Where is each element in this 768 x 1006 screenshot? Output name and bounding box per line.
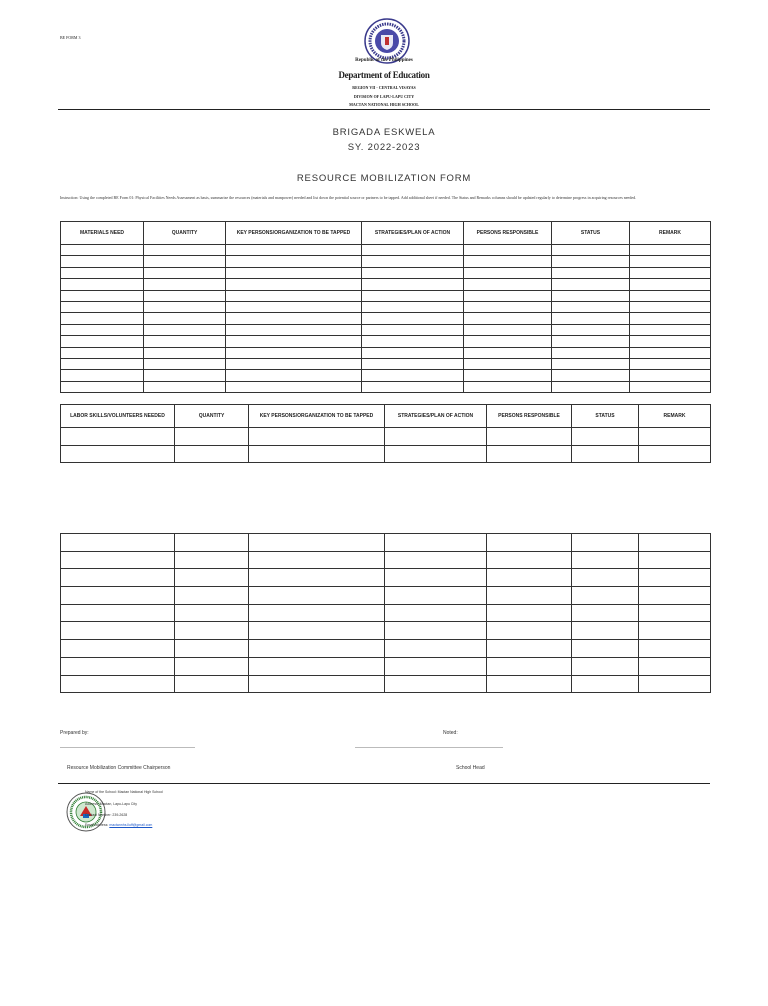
table-cell[interactable] xyxy=(385,657,487,675)
materials-row xyxy=(61,381,711,392)
table-cell[interactable] xyxy=(175,534,249,552)
table-cell[interactable] xyxy=(61,290,144,301)
table-cell[interactable] xyxy=(249,675,385,693)
table-cell[interactable] xyxy=(639,587,711,605)
table-cell[interactable] xyxy=(572,587,639,605)
table-cell[interactable] xyxy=(362,290,464,301)
table-cell[interactable] xyxy=(249,640,385,658)
materials-row xyxy=(61,301,711,312)
table-cell[interactable] xyxy=(175,640,249,658)
table-cell[interactable] xyxy=(362,267,464,278)
col-header-status: STATUS xyxy=(552,222,630,245)
table-cell[interactable] xyxy=(552,347,630,358)
table-cell[interactable] xyxy=(61,279,144,290)
table-cell[interactable] xyxy=(630,381,711,392)
extra-row xyxy=(61,604,711,622)
col-header-strategies: STRATEGIES/PLAN OF ACTION xyxy=(385,405,487,428)
table-cell[interactable] xyxy=(175,675,249,693)
table-cell[interactable] xyxy=(630,279,711,290)
table-cell[interactable] xyxy=(226,324,362,335)
table-cell[interactable] xyxy=(639,428,711,446)
school-text: MACTAN NATIONAL HIGH SCHOOL xyxy=(349,102,419,107)
table-cell[interactable] xyxy=(639,534,711,552)
table-cell[interactable] xyxy=(385,428,487,446)
table-cell[interactable] xyxy=(572,445,639,463)
table-cell[interactable] xyxy=(144,324,226,335)
table-cell[interactable] xyxy=(249,551,385,569)
table-cell[interactable] xyxy=(464,381,552,392)
footer-email-label: Email Address: xyxy=(85,823,109,827)
program-title: BRIGADA ESKWELA xyxy=(332,127,436,138)
table-cell[interactable] xyxy=(552,245,630,256)
extra-row xyxy=(61,622,711,640)
table-cell[interactable] xyxy=(144,256,226,267)
table-cell[interactable] xyxy=(362,347,464,358)
table-cell[interactable] xyxy=(226,313,362,324)
table-cell[interactable] xyxy=(639,569,711,587)
table-cell[interactable] xyxy=(362,381,464,392)
table-cell[interactable] xyxy=(385,569,487,587)
table-cell[interactable] xyxy=(61,569,175,587)
footer-divider xyxy=(58,783,710,784)
table-cell[interactable] xyxy=(639,551,711,569)
labor-table xyxy=(60,404,711,463)
table-cell[interactable] xyxy=(464,245,552,256)
table-cell[interactable] xyxy=(572,640,639,658)
table-cell[interactable] xyxy=(249,587,385,605)
table-cell[interactable] xyxy=(61,245,144,256)
materials-row xyxy=(61,267,711,278)
table-cell[interactable] xyxy=(552,256,630,267)
table-cell[interactable] xyxy=(144,381,226,392)
table-cell[interactable] xyxy=(385,604,487,622)
table-cell[interactable] xyxy=(61,551,175,569)
prepared-by-label: Prepared by: xyxy=(60,730,89,736)
table-cell[interactable] xyxy=(487,445,572,463)
table-cell[interactable] xyxy=(61,370,144,381)
table-cell[interactable] xyxy=(552,336,630,347)
table-cell[interactable] xyxy=(362,358,464,369)
table-cell[interactable] xyxy=(175,569,249,587)
col-header-quantity: QUANTITY xyxy=(175,405,249,428)
table-cell[interactable] xyxy=(362,256,464,267)
table-cell[interactable] xyxy=(385,622,487,640)
table-cell[interactable] xyxy=(61,336,144,347)
table-cell[interactable] xyxy=(552,324,630,335)
table-cell[interactable] xyxy=(464,290,552,301)
table-cell[interactable] xyxy=(639,657,711,675)
table-cell[interactable] xyxy=(362,301,464,312)
table-cell[interactable] xyxy=(226,381,362,392)
footer-contact: Contact Number: 239-2628 xyxy=(85,813,128,817)
table-cell[interactable] xyxy=(226,370,362,381)
extra-row xyxy=(61,640,711,658)
table-cell[interactable] xyxy=(226,245,362,256)
region-text: REGION VII - CENTRAL VISAYAS xyxy=(352,85,416,90)
table-cell[interactable] xyxy=(487,604,572,622)
table-cell[interactable] xyxy=(630,347,711,358)
table-cell[interactable] xyxy=(464,313,552,324)
table-cell[interactable] xyxy=(226,279,362,290)
table-cell[interactable] xyxy=(385,675,487,693)
table-cell[interactable] xyxy=(630,370,711,381)
table-cell[interactable] xyxy=(362,279,464,290)
table-cell[interactable] xyxy=(175,657,249,675)
table-cell[interactable] xyxy=(226,301,362,312)
header-divider xyxy=(58,109,710,110)
table-cell[interactable] xyxy=(144,313,226,324)
table-cell[interactable] xyxy=(144,347,226,358)
table-cell[interactable] xyxy=(630,358,711,369)
table-cell[interactable] xyxy=(630,301,711,312)
table-cell[interactable] xyxy=(639,622,711,640)
noted-label: Noted: xyxy=(443,730,458,736)
school-year: SY. 2022-2023 xyxy=(347,142,421,153)
table-cell[interactable] xyxy=(487,657,572,675)
table-cell[interactable] xyxy=(362,370,464,381)
footer-email-row xyxy=(85,823,152,827)
table-cell[interactable] xyxy=(464,358,552,369)
materials-row xyxy=(61,358,711,369)
table-cell[interactable] xyxy=(249,657,385,675)
materials-row xyxy=(61,347,711,358)
table-cell[interactable] xyxy=(61,587,175,605)
table-cell[interactable] xyxy=(226,290,362,301)
table-cell[interactable] xyxy=(144,301,226,312)
table-cell[interactable] xyxy=(630,267,711,278)
extra-row xyxy=(61,587,711,605)
table-cell[interactable] xyxy=(249,569,385,587)
republic-text: Republic of the Philippines xyxy=(355,58,413,63)
materials-row xyxy=(61,290,711,301)
table-cell[interactable] xyxy=(61,301,144,312)
table-cell[interactable] xyxy=(61,313,144,324)
table-cell[interactable] xyxy=(630,256,711,267)
table-cell[interactable] xyxy=(61,445,175,463)
table-cell[interactable] xyxy=(487,675,572,693)
table-cell[interactable] xyxy=(552,279,630,290)
table-cell[interactable] xyxy=(61,604,175,622)
extra-row xyxy=(61,534,711,552)
table-cell[interactable] xyxy=(464,256,552,267)
table-cell[interactable] xyxy=(385,534,487,552)
table-cell[interactable] xyxy=(61,324,144,335)
table-cell[interactable] xyxy=(464,370,552,381)
table-cell[interactable] xyxy=(362,313,464,324)
table-cell[interactable] xyxy=(175,604,249,622)
materials-row xyxy=(61,245,711,256)
table-cell[interactable] xyxy=(630,290,711,301)
table-cell[interactable] xyxy=(639,675,711,693)
table-cell[interactable] xyxy=(144,336,226,347)
table-cell[interactable] xyxy=(249,604,385,622)
table-cell[interactable] xyxy=(144,279,226,290)
table-cell[interactable] xyxy=(144,245,226,256)
table-cell[interactable] xyxy=(552,381,630,392)
table-cell[interactable] xyxy=(61,534,175,552)
col-header-remark: REMARK xyxy=(630,222,711,245)
table-cell[interactable] xyxy=(249,622,385,640)
extra-row xyxy=(61,551,711,569)
table-cell[interactable] xyxy=(385,587,487,605)
table-cell[interactable] xyxy=(487,551,572,569)
department-title: Department of Education xyxy=(338,70,430,80)
table-cell[interactable] xyxy=(630,324,711,335)
table-cell[interactable] xyxy=(61,267,144,278)
table-cell[interactable] xyxy=(175,428,249,446)
table-cell[interactable] xyxy=(61,428,175,446)
table-cell[interactable] xyxy=(61,256,144,267)
table-cell[interactable] xyxy=(61,657,175,675)
instruction-text: Instruction: Using the completed BE Form 01: Physical Facilities Needs Assessment as basis, summarize the resources (materials and manpower) needed and list down the potential source or partners to be tapped. Add additional sheet if needed. The Status and Remarks columns should be updated regularly to determine progress in acquiring resources needed. xyxy=(60,195,637,200)
table-cell[interactable] xyxy=(175,622,249,640)
table-cell[interactable] xyxy=(487,640,572,658)
noted-role: School Head xyxy=(456,765,485,771)
prepared-by-signature-line xyxy=(60,747,195,748)
table-cell[interactable] xyxy=(639,604,711,622)
materials-row xyxy=(61,256,711,267)
table-cell[interactable] xyxy=(572,675,639,693)
table-cell[interactable] xyxy=(487,587,572,605)
col-header-persons-responsible: PERSONS RESPONSIBLE xyxy=(487,405,572,428)
table-cell[interactable] xyxy=(630,313,711,324)
table-cell[interactable] xyxy=(61,347,144,358)
form-code: BE FORM 3 xyxy=(60,35,81,40)
table-cell[interactable] xyxy=(61,675,175,693)
materials-row xyxy=(61,324,711,335)
materials-row xyxy=(61,279,711,290)
table-cell[interactable] xyxy=(464,301,552,312)
table-cell[interactable] xyxy=(61,622,175,640)
table-cell[interactable] xyxy=(61,358,144,369)
table-cell[interactable] xyxy=(175,445,249,463)
table-cell[interactable] xyxy=(552,370,630,381)
table-cell[interactable] xyxy=(362,324,464,335)
table-cell[interactable] xyxy=(572,551,639,569)
table-cell[interactable] xyxy=(572,428,639,446)
division-text: DIVISION OF LAPU-LAPU CITY xyxy=(353,94,415,99)
table-cell[interactable] xyxy=(144,290,226,301)
col-header-persons-responsible: PERSONS RESPONSIBLE xyxy=(464,222,552,245)
table-cell[interactable] xyxy=(552,358,630,369)
table-cell[interactable] xyxy=(572,534,639,552)
labor-row xyxy=(61,428,711,446)
col-header-strategies: STRATEGIES/PLAN OF ACTION xyxy=(362,222,464,245)
table-cell[interactable] xyxy=(385,445,487,463)
table-cell[interactable] xyxy=(572,569,639,587)
table-cell[interactable] xyxy=(249,445,385,463)
table-cell[interactable] xyxy=(464,336,552,347)
col-header-remark: REMARK xyxy=(639,405,711,428)
table-cell[interactable] xyxy=(226,336,362,347)
table-cell[interactable] xyxy=(144,358,226,369)
form-title: RESOURCE MOBILIZATION FORM xyxy=(296,173,472,184)
table-cell[interactable] xyxy=(61,381,144,392)
footer-address: Address: Mactan, Lapu-Lapu City xyxy=(85,802,137,806)
table-cell[interactable] xyxy=(572,622,639,640)
materials-table xyxy=(60,221,711,393)
table-cell[interactable] xyxy=(144,370,226,381)
table-cell[interactable] xyxy=(487,622,572,640)
table-cell[interactable] xyxy=(226,267,362,278)
footer-school-name: Name of the School: Mactan National High School xyxy=(85,790,163,794)
extra-table xyxy=(60,533,711,693)
table-cell[interactable] xyxy=(362,336,464,347)
table-cell[interactable] xyxy=(226,358,362,369)
extra-row xyxy=(61,675,711,693)
table-cell[interactable] xyxy=(487,534,572,552)
col-header-key-persons: KEY PERSONS/ORGANIZATION TO BE TAPPED xyxy=(226,222,362,245)
table-cell[interactable] xyxy=(385,640,487,658)
table-cell[interactable] xyxy=(572,657,639,675)
table-cell[interactable] xyxy=(572,604,639,622)
materials-row xyxy=(61,336,711,347)
table-cell[interactable] xyxy=(61,640,175,658)
table-cell[interactable] xyxy=(226,256,362,267)
table-cell[interactable] xyxy=(552,313,630,324)
table-cell[interactable] xyxy=(552,267,630,278)
col-header-quantity: QUANTITY xyxy=(144,222,226,245)
col-header-status: STATUS xyxy=(572,405,639,428)
materials-row xyxy=(61,313,711,324)
table-cell[interactable] xyxy=(385,551,487,569)
table-cell[interactable] xyxy=(639,640,711,658)
table-cell[interactable] xyxy=(175,587,249,605)
labor-row xyxy=(61,445,711,463)
materials-row xyxy=(61,370,711,381)
col-header-materials: MATERIALS NEED xyxy=(61,222,144,245)
table-cell[interactable] xyxy=(464,279,552,290)
extra-row xyxy=(61,657,711,675)
extra-row xyxy=(61,569,711,587)
table-cell[interactable] xyxy=(464,267,552,278)
table-cell[interactable] xyxy=(226,347,362,358)
table-cell[interactable] xyxy=(630,245,711,256)
table-cell[interactable] xyxy=(487,569,572,587)
table-cell[interactable] xyxy=(552,290,630,301)
table-cell[interactable] xyxy=(639,445,711,463)
table-cell[interactable] xyxy=(175,551,249,569)
table-cell[interactable] xyxy=(249,534,385,552)
table-cell[interactable] xyxy=(630,336,711,347)
table-cell[interactable] xyxy=(144,267,226,278)
noted-signature-line xyxy=(355,747,503,748)
table-cell[interactable] xyxy=(552,301,630,312)
table-cell[interactable] xyxy=(464,324,552,335)
col-header-labor: LABOR SKILLS/VOLUNTEERS NEEDED xyxy=(61,405,175,428)
table-cell[interactable] xyxy=(362,245,464,256)
table-cell[interactable] xyxy=(249,428,385,446)
footer-email-link[interactable]: mactannhs.lluff@gmail.com xyxy=(109,823,153,827)
table-cell[interactable] xyxy=(464,347,552,358)
table-cell[interactable] xyxy=(487,428,572,446)
col-header-key-persons: KEY PERSONS/ORGANIZATION TO BE TAPPED xyxy=(249,405,385,428)
prepared-by-role: Resource Mobilization Committee Chairperson xyxy=(67,765,171,771)
